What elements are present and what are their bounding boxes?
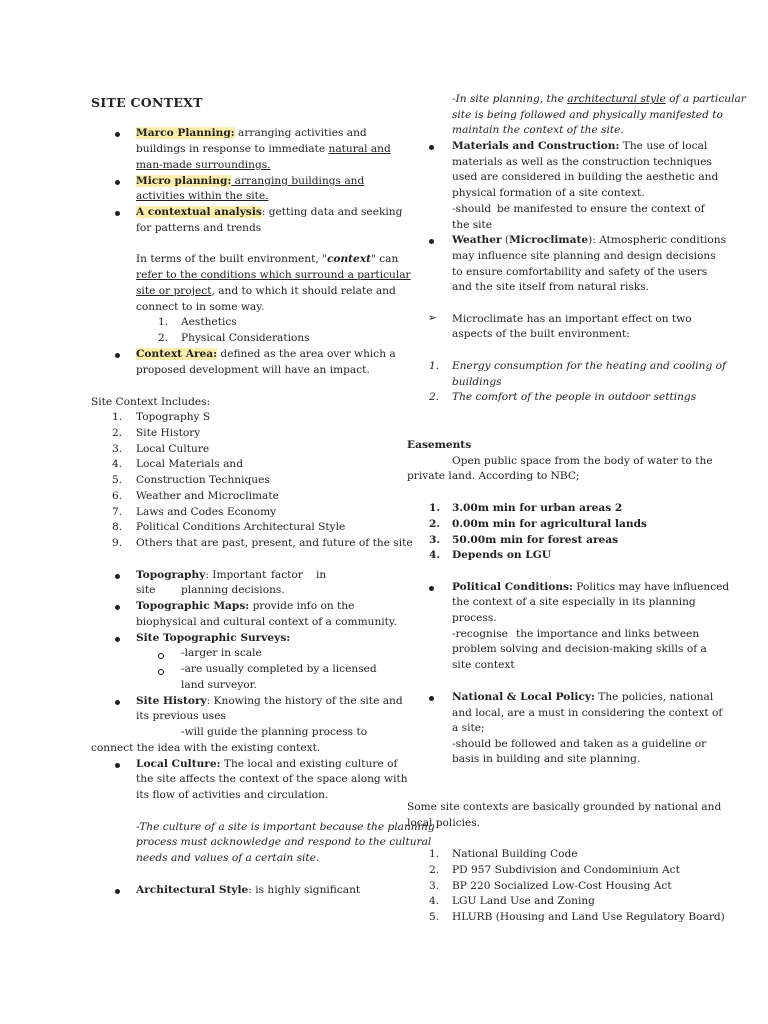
list-item: Depends on LGU: [452, 549, 552, 562]
micro-planning-line1: [136, 175, 364, 187]
bullet-marker: [115, 574, 120, 579]
arch-note-text: of a particular: [665, 93, 746, 105]
aspect-item-1-cont: buildings: [452, 376, 502, 388]
marco-planning-line2: [136, 143, 391, 155]
microclimate-line1: Microclimate has an important effect on two: [452, 313, 692, 325]
policy-text: The policies, national: [594, 691, 714, 703]
sub-list-item-physical: Physical Considerations: [181, 332, 310, 344]
micro-planning-line2: activities within the site.: [136, 190, 269, 202]
topo-maps-text: provide info on the: [249, 600, 355, 612]
marco-planning-term: Marco Planning:: [136, 127, 235, 139]
easements-line2: private land. According to NBC;: [407, 470, 580, 482]
list-number: 3.: [429, 533, 441, 546]
marco-planning-text: arranging activities and: [234, 127, 367, 139]
topo-maps-line2: biophysical and cultural context of a community.: [136, 616, 397, 628]
list-item: 0.00m min for agricultural lands: [452, 517, 647, 530]
built-env-line4: connect to in some way.: [136, 301, 265, 313]
list-number: 1.: [429, 848, 440, 860]
survey-item: -larger in scale: [181, 647, 262, 659]
culture-note-line1: -The culture of a site is important because the planning: [136, 821, 435, 833]
list-item: Site History: [136, 426, 201, 439]
list-number: 1.: [429, 502, 441, 514]
easements-heading: Easements: [407, 439, 472, 451]
list-number: 2.: [429, 517, 441, 530]
context-area-line2: proposed development will have an impact.: [136, 364, 370, 376]
list-number: 3.: [429, 879, 440, 892]
arch-note-underlined: architectural style: [567, 93, 666, 105]
bullet-marker: [115, 211, 120, 216]
bullet-marker: [429, 696, 434, 701]
materials-term: Materials and Construction:: [452, 140, 620, 152]
micro-planning-term: Micro planning:: [136, 175, 232, 187]
policy-line4: -should be followed and taken as a guideline or: [452, 738, 707, 750]
list-item: Weather and Microclimate: [136, 489, 279, 502]
policy-line5: basis in building and site planning.: [452, 753, 641, 765]
arrow-bullet-icon: ➢: [428, 312, 437, 324]
topography-term: Topography: [136, 569, 206, 581]
context-emphasis: context: [326, 253, 371, 265]
bullet-marker: [115, 700, 120, 705]
policy-term: National & Local Policy:: [452, 691, 595, 703]
aspect-item-1: Energy consumption for the heating and cooling of: [452, 360, 726, 372]
topography-text: factor: [271, 569, 303, 581]
contextual-analysis-line2: for patterns and trends: [136, 222, 262, 234]
built-env-text: " can: [371, 253, 399, 265]
materials-line5a: -should: [452, 203, 492, 215]
marco-planning-underlined: natural and: [328, 143, 391, 155]
bullet-marker: [429, 145, 434, 150]
topography-text: : Important: [205, 569, 267, 581]
circle-marker: [158, 653, 164, 659]
list-item: Political Conditions Architectural Style: [136, 521, 346, 534]
weather-text: Atmospheric conditions: [595, 234, 727, 246]
list-number: 1.: [112, 411, 123, 423]
arch-note-line1: [452, 93, 746, 105]
built-env-line1: [136, 253, 398, 265]
local-culture-line2: the site affects the context of the space along with: [136, 773, 408, 785]
topography-text: site: [136, 584, 156, 596]
topography-text: planning decisions.: [181, 584, 285, 596]
bullet-marker: [429, 586, 434, 591]
political-line2: the context of a site especially in its planning: [452, 596, 696, 608]
weather-paren: ):: [588, 234, 596, 246]
topo-maps-line1: [136, 600, 354, 612]
political-line4b: the importance and links between: [516, 628, 700, 640]
grounded-line2: local policies.: [407, 817, 481, 829]
bullet-marker: [115, 180, 120, 185]
list-item: 50.00m min for forest areas: [452, 533, 619, 546]
contextual-analysis-line1: [136, 206, 402, 218]
aspect-item-2: The comfort of the people in outdoor settings: [452, 391, 697, 403]
marco-planning-line1: [136, 127, 367, 139]
sub-list-item-aesthetics: Aesthetics: [181, 316, 237, 328]
circle-marker: [158, 669, 164, 675]
page-title: SITE CONTEXT: [91, 95, 203, 110]
local-culture-line1: [136, 758, 397, 770]
list-item: National Building Code: [452, 848, 578, 860]
policy-line3: a site;: [452, 722, 485, 734]
sub-list-number: 2.: [158, 332, 169, 344]
policy-line2: and local, are a must in considering the context of: [452, 707, 723, 719]
site-history-text: : Knowing the history of the site and: [206, 695, 403, 707]
built-env-text: , and to which it should relate and: [211, 285, 396, 297]
marco-planning-text: buildings in response to immediate: [136, 143, 329, 155]
bullet-marker: [115, 763, 120, 768]
site-history-term: Site History: [136, 695, 207, 707]
list-item: Topography S: [136, 411, 211, 423]
materials-text: The use of local: [619, 140, 708, 152]
survey-item-cont: land surveyor.: [181, 679, 257, 691]
list-item: LGU Land Use and Zoning: [452, 895, 595, 908]
built-env-text: In terms of the built environment, ": [136, 253, 327, 265]
list-item: Local Culture: [136, 442, 210, 455]
list-number: 2.: [429, 863, 440, 876]
contextual-analysis-text: : getting data and seeking: [261, 206, 403, 218]
weather-line2: may influence site planning and design decisions: [452, 250, 716, 262]
arch-style-line1: [136, 884, 360, 896]
political-line6: site context: [452, 659, 515, 671]
list-number: 9.: [112, 537, 123, 549]
list-item: Others that are past, present, and future of the site: [136, 537, 413, 549]
bullet-marker: [115, 889, 120, 894]
political-line5: problem solving and decision-making skills of a: [452, 643, 707, 655]
materials-line1: [452, 140, 707, 152]
easements-line1: Open public space from the body of water to the: [452, 455, 713, 467]
policy-line1: [452, 691, 713, 703]
materials-line6: the site: [452, 219, 493, 231]
list-item: HLURB (Housing and Land Use Regulatory Board): [452, 911, 725, 923]
list-number: 2.: [112, 426, 123, 439]
list-number: 6.: [112, 489, 123, 502]
weather-line4: and the site itself from natural risks.: [452, 281, 649, 293]
weather-term: Weather: [452, 234, 502, 246]
bullet-marker: [115, 132, 120, 137]
political-line1: [452, 581, 729, 593]
weather-paren: (: [501, 234, 510, 246]
list-item: 3.00m min for urban areas 2: [452, 502, 623, 514]
survey-item: -are usually completed by a licensed: [181, 663, 377, 675]
grounded-line1: Some site contexts are basically grounded by national and: [407, 801, 722, 813]
context-area-line1: [136, 348, 396, 360]
local-culture-text: The local and existing culture of: [220, 758, 398, 770]
topo-maps-term: Topographic Maps:: [136, 600, 250, 612]
weather-line3: to ensure comfortability and safety of the users: [452, 266, 708, 278]
list-number: 4.: [112, 458, 123, 471]
site-history-line3: -will guide the planning process to: [181, 726, 368, 738]
list-number: 8.: [112, 521, 123, 534]
topography-text: in: [316, 569, 327, 581]
list-item: Laws and Codes Economy: [136, 505, 277, 518]
topography-line1: [136, 569, 266, 581]
list-number: 3.: [112, 442, 123, 455]
bullet-marker: [429, 239, 434, 244]
micro-planning-text: arranging buildings and: [231, 175, 365, 187]
political-term: Political Conditions:: [452, 581, 573, 593]
list-number: 7.: [112, 505, 123, 518]
bullet-marker: [115, 637, 120, 642]
materials-line4: physical formation of a site context.: [452, 187, 645, 199]
bullet-marker: [115, 353, 120, 358]
list-number: 4.: [429, 549, 441, 562]
site-history-line2: its previous uses: [136, 710, 226, 722]
local-culture-term: Local Culture:: [136, 758, 221, 770]
list-item: PD 957 Subdivision and Condominium Act: [452, 863, 680, 876]
arch-style-term: Architectural Style: [136, 884, 249, 896]
topo-surveys-term: Site Topographic Surveys:: [136, 632, 291, 644]
arch-note-line2: site is being followed and physically manifested to: [452, 109, 723, 121]
list-number: 5.: [429, 911, 440, 923]
context-area-text: defined as the area over which a: [217, 348, 396, 360]
site-history-line1: [136, 695, 403, 707]
site-history-line4: connect the idea with the existing context.: [91, 742, 321, 754]
marco-planning-line3: man-made surroundings.: [136, 159, 271, 171]
aspect-number: 2.: [429, 391, 440, 403]
site-or-project: site or project: [136, 285, 212, 297]
built-env-line2: refer to the conditions which surround a particular: [136, 269, 411, 281]
culture-note-line2: process must acknowledge and respond to the cultural: [136, 836, 432, 848]
includes-heading: Site Context Includes:: [91, 396, 211, 408]
list-number: 4.: [429, 895, 440, 908]
arch-style-text: : is highly significant: [248, 884, 361, 896]
local-culture-line3: its flow of activities and circulation.: [136, 789, 329, 801]
political-line4a: -recognise: [452, 628, 508, 640]
microclimate-term: Microclimate: [509, 234, 589, 246]
list-item: Construction Techniques: [136, 474, 270, 486]
aspect-number: 1.: [429, 360, 440, 372]
arch-note-text: -In site planning, the: [452, 93, 568, 105]
sub-list-number: 1.: [158, 316, 169, 328]
bullet-marker: [115, 605, 120, 610]
materials-line2: materials as well as the construction techniques: [452, 156, 712, 168]
microclimate-line2: aspects of the built environment:: [452, 328, 630, 340]
political-line3: process.: [452, 612, 497, 624]
political-text: Politics may have influenced: [572, 581, 730, 593]
built-env-line3: [136, 285, 396, 297]
contextual-analysis-term: A contextual analysis: [136, 206, 262, 218]
weather-line1: [452, 234, 726, 246]
list-item: Local Materials and: [136, 458, 243, 471]
materials-line5b: be manifested to ensure the context of: [497, 203, 705, 215]
list-number: 5.: [112, 474, 123, 486]
context-area-term: Context Area:: [136, 348, 218, 360]
materials-line3: used are considered in building the aesthetic and: [452, 171, 719, 183]
list-item: BP 220 Socialized Low-Cost Housing Act: [452, 879, 672, 892]
culture-note-line3: needs and values of a certain site.: [136, 852, 320, 864]
arch-note-line3: maintain the context of the site.: [452, 124, 624, 136]
